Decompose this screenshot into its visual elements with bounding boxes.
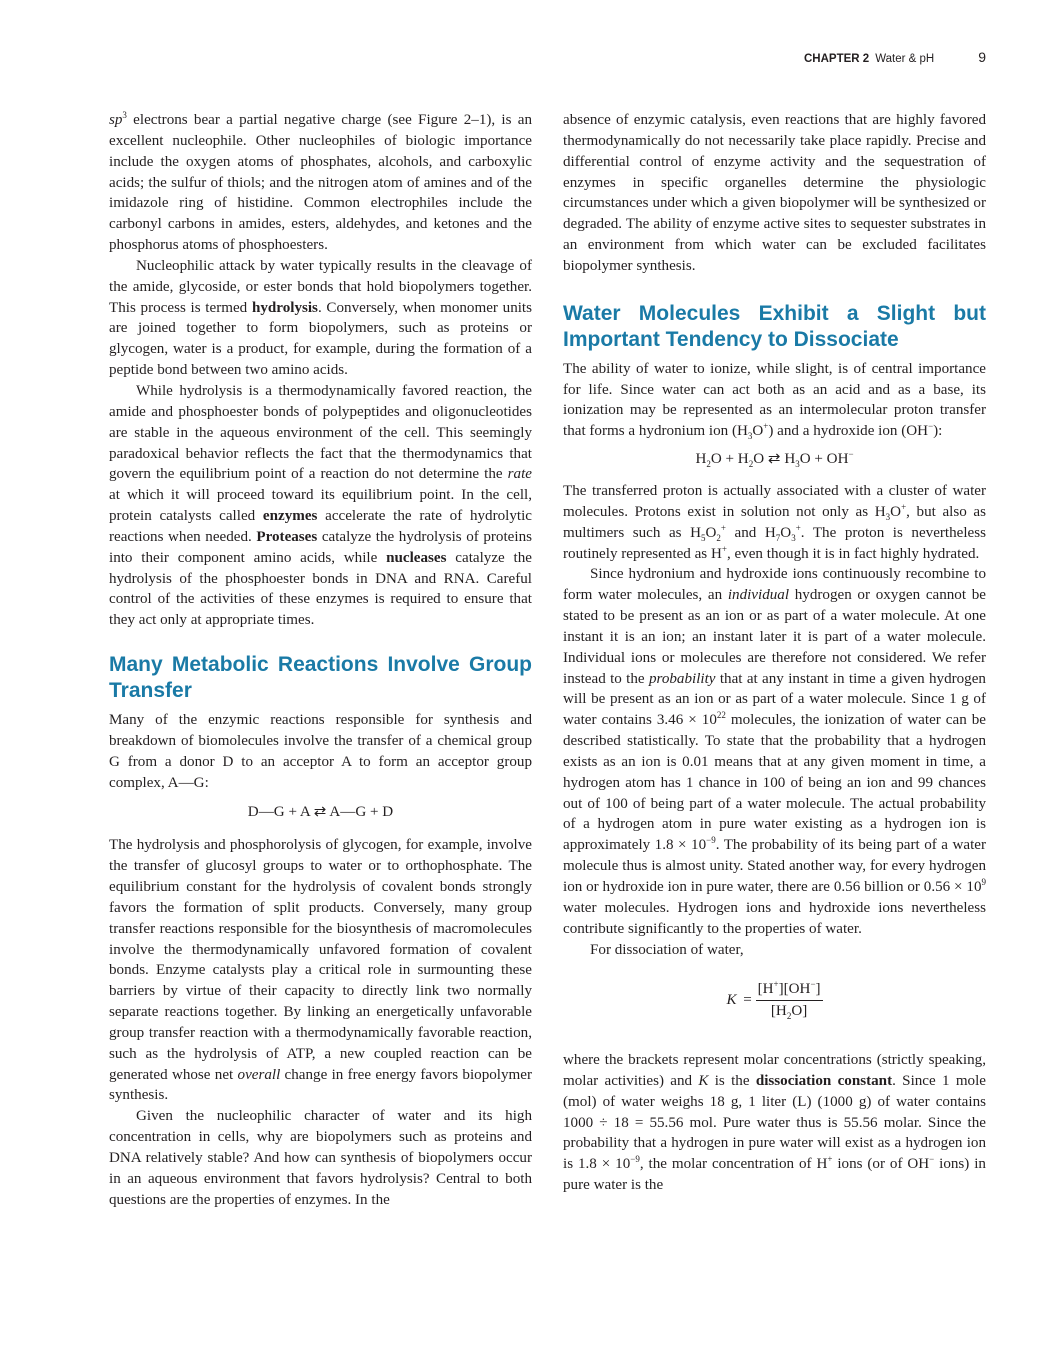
- text: , but also as multimers such as H: [563, 503, 986, 541]
- superscript: −: [810, 979, 816, 990]
- text: While hydrolysis is a thermodynamically favored reaction, the amide and phosphoester bonds of polypeptides and oligonucleotides are stable in the aqueous environment of the cell. This seemingly paradoxical behavior reflects the fact that the thermodynamics that govern the equilibrium point of a reaction do not determine the: [109, 382, 532, 483]
- page-number: 9: [978, 49, 986, 65]
- text: ][OH: [778, 981, 811, 998]
- paragraph: For dissociation of water,: [590, 941, 744, 958]
- superscript: +: [763, 421, 769, 432]
- text: O ⇄ H: [753, 451, 796, 468]
- bold-term: Proteases: [256, 528, 318, 545]
- text: ions (or of OH: [832, 1156, 930, 1173]
- bold-term: nucleases: [386, 549, 447, 566]
- text: O]: [791, 1003, 808, 1020]
- text: where the brackets represent molar concentrations (strictly speaking, molar activities) and: [563, 1052, 986, 1089]
- italic-text: K: [698, 1072, 709, 1089]
- italic-text: sp: [109, 112, 123, 128]
- bold-term: dissociation constant: [755, 1072, 893, 1089]
- numerator: [756, 979, 823, 1001]
- fraction: [756, 979, 823, 1022]
- equation-variable: K: [726, 992, 737, 1009]
- superscript: 9: [981, 876, 986, 887]
- text: electrons bear a partial negative charge (see Figure 2–1), is an excellent nucleophile. Other nucleophiles of biologic importance include the oxygen atoms of phosphates, alcohols, and carboxylic acids; the sulfur of thiols; and the nitrogen atom of amines and of the imidazole ring of histidine. Common electrophiles include the carbonyl carbons in amides, esters, aldehydes, and ketones and the phosphorus atoms of phosphoesters.: [109, 112, 532, 254]
- superscript: +: [721, 543, 727, 554]
- paragraph: [563, 359, 986, 442]
- italic-text: rate: [507, 466, 532, 483]
- equals-sign: =: [739, 992, 756, 1009]
- italic-text: probability: [648, 670, 716, 687]
- superscript: +: [773, 979, 779, 990]
- superscript: +: [901, 501, 907, 512]
- text: O + H: [710, 451, 749, 468]
- text: H: [695, 451, 707, 468]
- text: . Conversely, when monomer units are joined together to form biopolymers, such as proteins or glycogen, water is a product, for example, during the formation of a peptide bond between two amino acids.: [109, 299, 532, 379]
- bold-term: enzymes: [262, 508, 318, 525]
- superscript: +: [720, 522, 726, 533]
- text: O: [780, 524, 792, 541]
- text: ):: [933, 423, 943, 440]
- subscript: 2: [716, 532, 721, 543]
- equation: D—G + A ⇄ A—G + D: [247, 804, 394, 821]
- superscript: +: [795, 522, 801, 533]
- text: The hydrolysis and phosphorolysis of glycogen, for example, involve the transfer of glucosyl groups to water or to orthophosphate. The equilibrium constant for the hydrolysis of covalent bonds strongly favors the formation of split products. Conversely, many group transfer reactions responsible for the biosynthesis of macromolecules involve the thermodynamically unfavored formation of covalent bonds. Enzyme catalysts play a critical role in surmounting these barriers by virtue of their capacity to directly link two normally separate reactions together. By linking an energetically unfavorable group transfer reaction with a thermodynamically favorable reaction, such as the hydrolysis of ATP, a new coupled reaction can be generated whose net: [109, 837, 532, 1083]
- paragraph: [563, 564, 986, 939]
- text: catalyze the hydrolysis of the phosphoester bonds in DNA and RNA. Careful control of the activities of these enzymes is required to ensure that they act only at appropriate times.: [109, 549, 532, 629]
- denominator: [769, 1001, 809, 1022]
- chapter-title: Water & pH: [875, 53, 935, 65]
- paragraph: [563, 481, 986, 564]
- paragraph: [563, 1050, 986, 1196]
- text: The transferred proton is actually associated with a cluster of water molecules. Protons exist in solution not only as H: [563, 482, 986, 520]
- text: change in free energy favors biopolymer synthesis.: [109, 1066, 532, 1104]
- text: molecules, the ionization of water can be described statistically. To state that the probability that a hydrogen exists as an ion is 0.01 means that at any given moment in time, a hydrogen atom has 1 chance in 100 of being an ion and 99 chances out of 100 of being part of a water molecule. The actual probability of a hydrogen atom in pure water existing as a hydrogen ion is approximately 1.8 × 10: [563, 712, 987, 854]
- text: ions) in pure water is the: [563, 1156, 986, 1194]
- left-column: [109, 110, 532, 1211]
- chapter-label: CHAPTER 2: [804, 53, 870, 65]
- text: , even though it is in fact highly hydrated.: [726, 545, 980, 562]
- text: O + OH: [799, 451, 849, 468]
- section-heading: Many Metabolic Reactions Involve Group Transfer: [109, 653, 532, 703]
- text: accelerate the rate of hydrolytic reactions when needed.: [109, 508, 532, 545]
- text: and H: [725, 524, 776, 541]
- superscript: −9: [706, 835, 716, 846]
- text: O: [752, 423, 764, 440]
- text: Nucleophilic attack by water typically results in the cleavage of the amide, glycoside, or ester bonds that hold biopolymers together. This process is termed: [109, 257, 532, 316]
- text: . Since 1 mole (mol) of water weighs 18 g, 1 liter (L) (1000 g) of water contains 1000 ÷ 18 = 55.56 mol. Pure water thus is 55.56 molar. Since the probability that a hydrogen in pure water will exist as a hydrogen ion is 1.8 × 10: [563, 1072, 987, 1173]
- text: Since hydronium and hydroxide ions continuously recombine to form water molecules, an: [563, 566, 986, 604]
- italic-text: overall: [237, 1066, 281, 1083]
- subscript: 2: [706, 459, 711, 470]
- subscript: 3: [885, 511, 891, 522]
- text: ) and a hydroxide ion (OH: [768, 423, 929, 440]
- subscript: 3: [747, 431, 753, 442]
- subscript: 3: [795, 459, 800, 470]
- superscript: 3: [122, 109, 127, 120]
- paragraph: absence of enzymic catalysis, even reactions that are highly favored thermodynamically do not necessarily take place rapidly. Precise and differential control of enzyme activity and the sequestration of enzymes in specific organelles determine the physiologic circumstances under which a given biopolymer will be synthesized or degraded. The ability of enzyme active sites to sequester substrates in an environment from which water can be excluded facilitates biopolymer synthesis.: [563, 112, 986, 274]
- text: catalyze the hydrolysis of proteins into their component amino acids, while: [109, 528, 532, 566]
- text: O: [705, 524, 717, 541]
- running-head: [804, 49, 986, 65]
- superscript: −: [928, 421, 934, 432]
- subscript: 5: [701, 532, 706, 543]
- superscript: −: [929, 1154, 935, 1165]
- text: O: [890, 503, 902, 520]
- superscript: +: [827, 1154, 833, 1165]
- paragraph: [109, 381, 532, 631]
- text: . The probability of its being part of a water molecule thus is almost unity. Stated another way, for every hydrogen ion or hydroxide ion in pure water, there are 0.56 billion or 0.56 × 10: [563, 837, 986, 895]
- bold-term: hydrolysis: [251, 299, 318, 316]
- superscript: −9: [630, 1154, 640, 1165]
- paragraph: [109, 110, 532, 256]
- paragraph: [109, 256, 532, 381]
- subscript: 3: [791, 532, 796, 543]
- superscript: −: [848, 449, 854, 460]
- text: The ability of water to ionize, while slight, is of central importance for life. Since water can act both as an acid and as a base, its ionization may be represented as an intermolecular proton transfer that forms a hydronium ion (H: [563, 360, 986, 440]
- text: at which it will proceed toward its equilibrium point. In the cell, protein catalysts called: [109, 487, 532, 525]
- subscript: 2: [786, 1011, 792, 1022]
- text: [H: [770, 1003, 787, 1020]
- dissociation-equation: [563, 979, 986, 1022]
- text: , the molar concentration of H: [639, 1156, 828, 1173]
- text: ]: [815, 981, 821, 998]
- text: [H: [757, 981, 774, 998]
- text: that at any instant in time a given hydrogen will be present as an ion or as part of a water molecule. Since 1 g of water contains 3.46 × 10: [563, 670, 986, 729]
- text: . The proton is nevertheless routinely represented as H: [563, 524, 986, 562]
- paragraph: Given the nucleophilic character of water and its high concentration in cells, why are biopolymers such as proteins and DNA relatively stable? And how can synthesis of biopolymers occur in an aqueous environment that favors hydrolysis? Central to both questions are the properties of enzymes. In the: [109, 1108, 532, 1208]
- text: water molecules. Hydrogen ions and hydroxide ions nevertheless contribute significantly to the properties of water.: [563, 899, 986, 937]
- subscript: 2: [748, 459, 754, 470]
- italic-text: individual: [727, 587, 790, 604]
- paragraph: [109, 835, 532, 1106]
- text: is the: [708, 1072, 756, 1089]
- right-column: [563, 110, 986, 1196]
- superscript: 22: [716, 710, 726, 721]
- equation: [563, 449, 986, 470]
- paragraph: Many of the enzymic reactions responsible for synthesis and breakdown of biomolecules involve the transfer of a chemical group G from a donor D to an acceptor A to form an acceptor group complex, A—G:: [109, 712, 532, 791]
- subscript: 7: [775, 532, 781, 543]
- section-heading: Water Molecules Exhibit a Slight but Important Tendency to Dissociate: [563, 301, 986, 351]
- text: hydrogen or oxygen cannot be stated to be present as an ion or as part of a water molecule. At one instant it is an ion; an instant later it is part of a water molecule. Individual ions or molecules are therefore not considered. We refer instead to the: [563, 587, 986, 687]
